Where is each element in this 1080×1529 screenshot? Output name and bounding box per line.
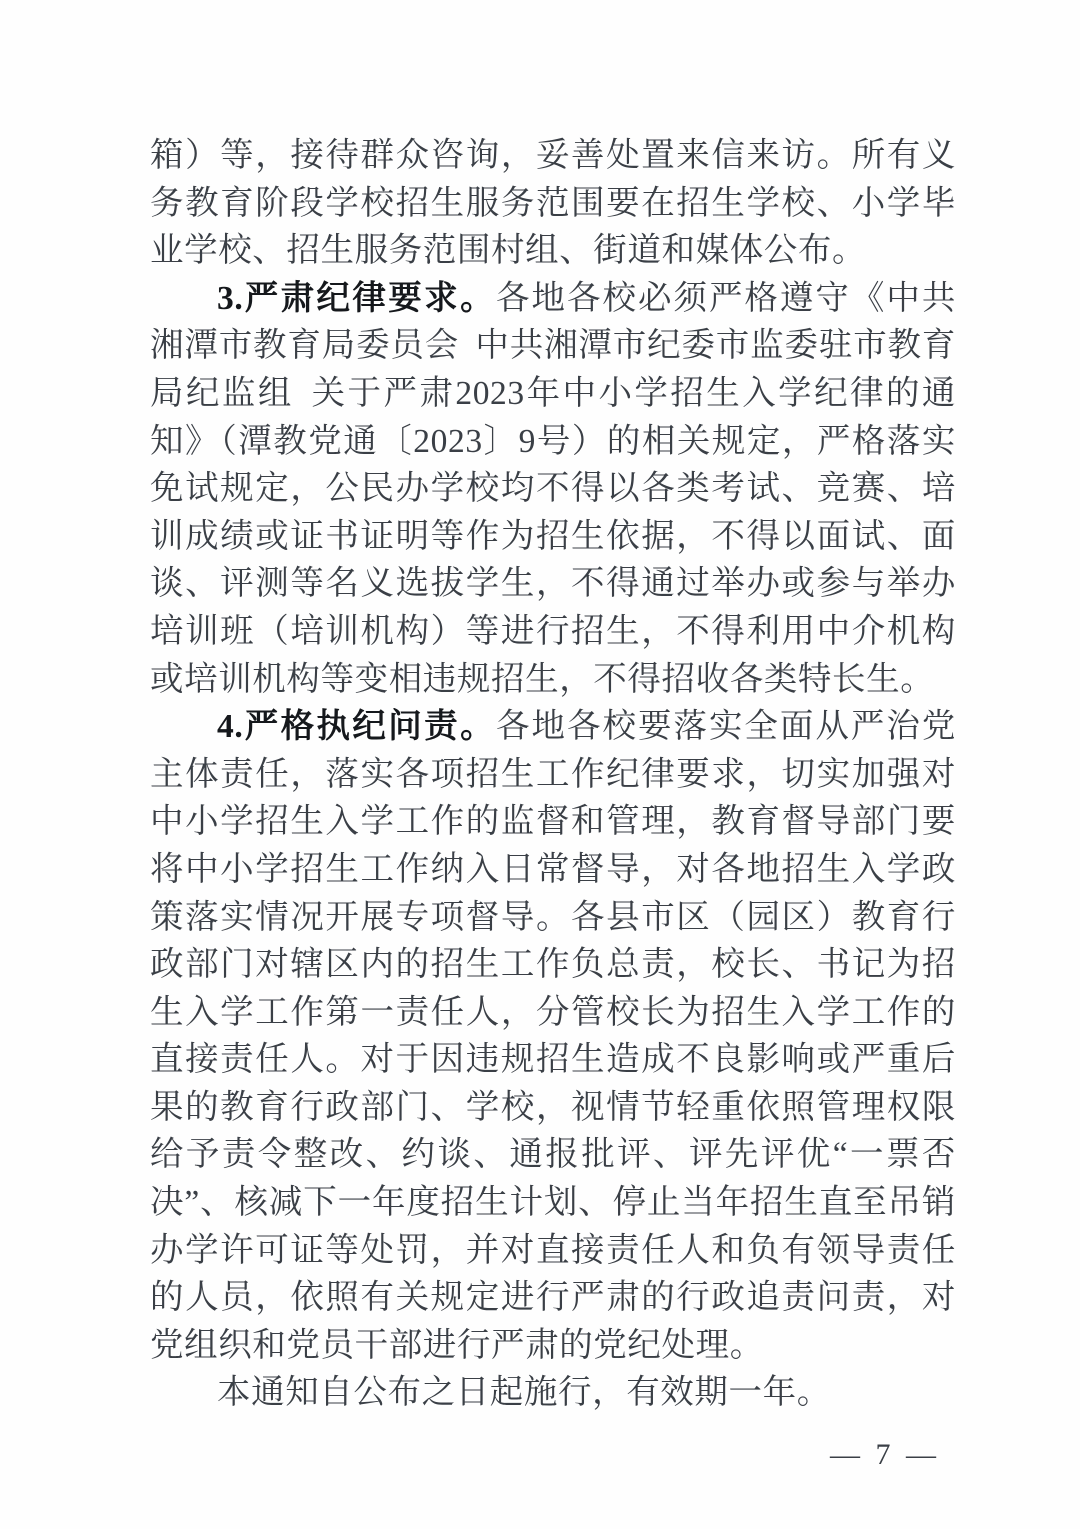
paragraph-closing: 本通知自公布之日起施行，有效期一年。: [217, 1374, 831, 1412]
document-body: [150, 132, 956, 1417]
item-4-body: 各地各校要落实全面从严治党主体责任，落实各项招生工作纪律要求，切实加强对中小学招生入学工作的监督和管理，教育督导部门要将中小学招生工作纳入日常督导，对各地招生入学政策落实情况开展专项督导。各县市区（园区）教育行政部门对辖区内的招生工作负总责，校长、书记为招生入学工作第一责任人，分管校长为招生入学工作的直接责任人。对于因违规招生造成不良影响或严重后果的教育行政部门、学校，视情节轻重依照管理权限给予责令整改、约谈、通报批评、评先评优“一票否决”、核减下一年度招生计划、停止当年招生直至吊销办学许可证等处罚，并对直接责任人和负有领导责任的人员，依照有关规定进行严肃的行政追责问责，对党组织和党员干部进行严肃的党纪处理。: [150, 708, 956, 1364]
paragraph-item-3: [150, 275, 956, 703]
item-3-heading: 严肃纪律要求。: [243, 279, 496, 317]
paragraph-item-4: [150, 703, 956, 1369]
paragraph-continuation: 箱）等，接待群众咨询，妥善处置来信来访。所有义务教育阶段学校招生服务范围要在招生学校、小学毕业学校、招生服务范围村组、街道和媒体公布。: [150, 137, 956, 270]
item-3-body-part-2: 中共湘潭市纪委市监委驻市教育局纪监组: [150, 327, 956, 412]
item-3-number: 3.: [217, 279, 244, 317]
item-4-heading: 严格执纪问责。: [243, 708, 496, 746]
page-number-label: — 7 —: [830, 1438, 940, 1471]
item-3-body-part-1: 各地各校必须严格遵守《中共湘潭市教育局委员会: [150, 279, 956, 365]
item-4-number: 4.: [217, 708, 244, 746]
page-number: [0, 1438, 1080, 1472]
item-3-body-part-3: 关于严肃2023年中小学招生入学纪律的通知》（潭教党通〔2023〕9号）的相关规定，严格落实免试规定，公民办学校均不得以各类考试、竞赛、培训成绩或证书证明等作为招生依据，不得以面试、面谈、评测等名义选拔学生，不得通过举办或参与举办培训班（培训机构）等进行招生，不得利用中介机构或培训机构等变相违规招生，不得招收各类特长生。: [150, 374, 957, 698]
